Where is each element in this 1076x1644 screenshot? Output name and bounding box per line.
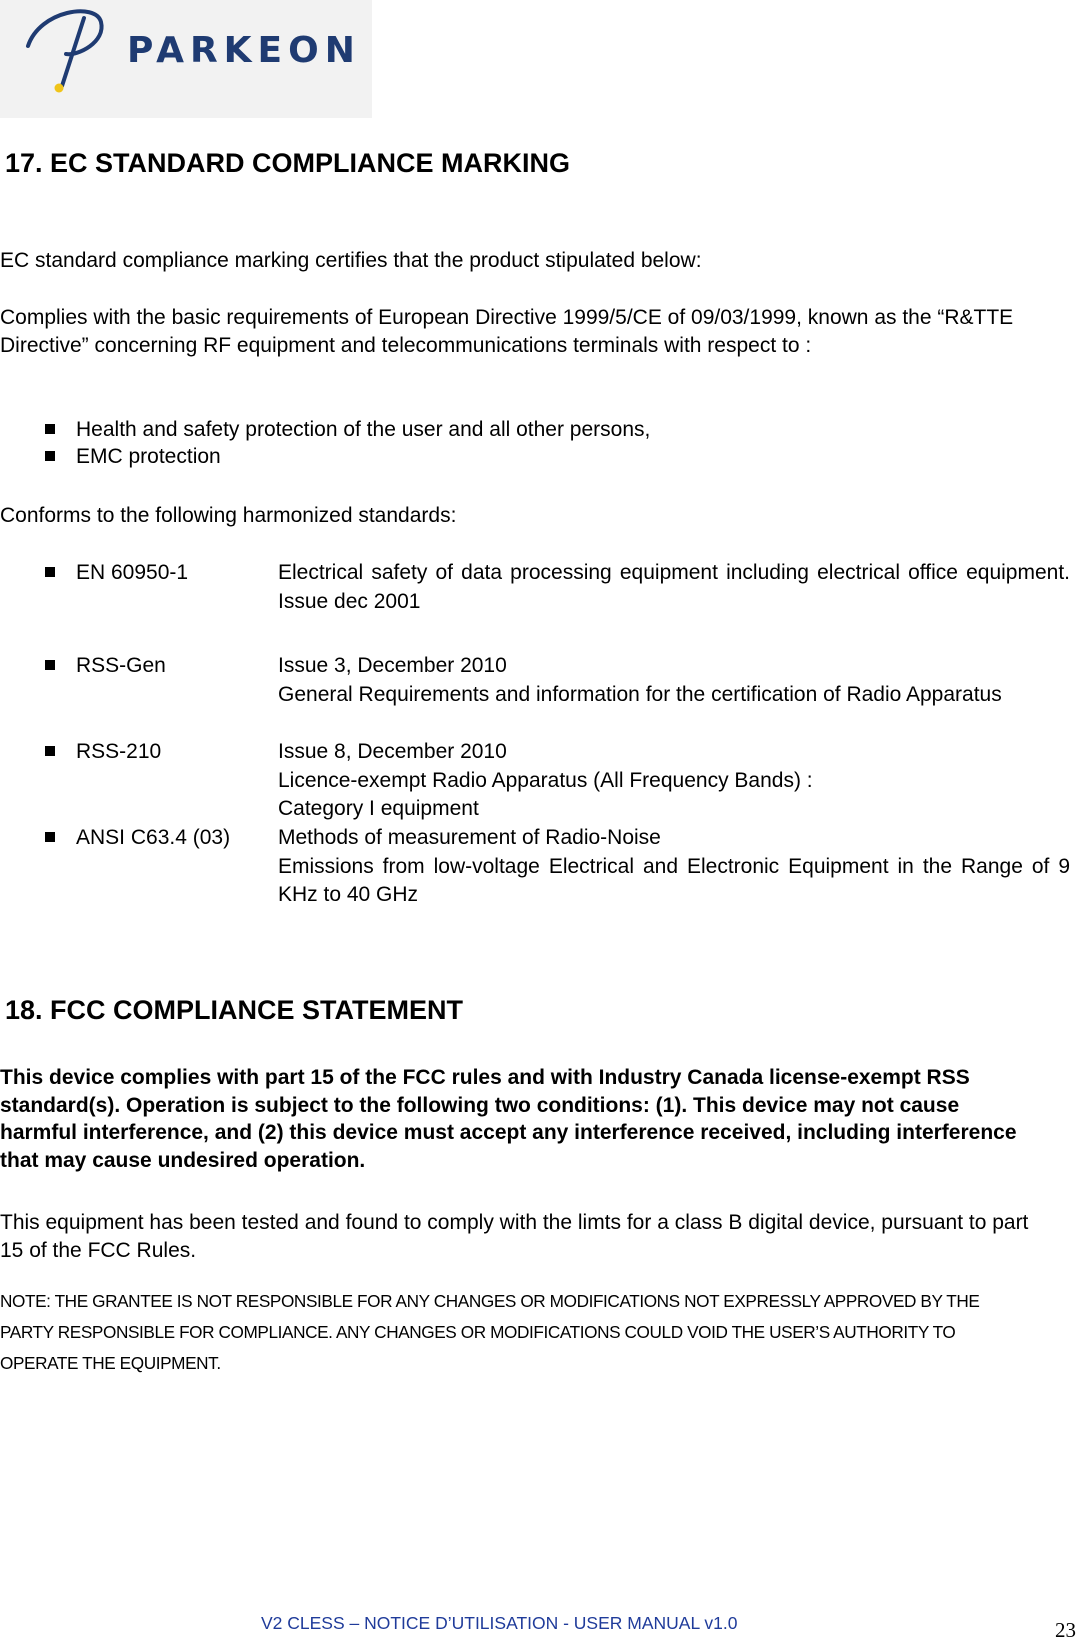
- section17-heading: 17. EC STANDARD COMPLIANCE MARKING: [5, 148, 571, 178]
- page-number: 23: [1055, 1618, 1076, 1642]
- standard-desc-line: Issue 3, December 2010: [278, 654, 507, 677]
- bullet-square-icon: [45, 451, 55, 461]
- standard-desc-ansi: [278, 824, 1070, 910]
- footer-text: V2 CLESS – NOTICE D’UTILISATION - USER MANUAL v1.0: [261, 1613, 738, 1633]
- logo-wordmark: PARKEON: [127, 30, 361, 71]
- standard-desc-line: General Requirements and information for the certification of Radio Apparatus: [278, 682, 1002, 706]
- standard-name-rss-gen: RSS-Gen: [76, 654, 166, 677]
- standard-name-en60950: EN 60950-1: [76, 561, 189, 584]
- conforms-paragraph: Conforms to the following harmonized standards:: [0, 504, 457, 527]
- parkeon-p-icon: [0, 0, 130, 118]
- bullet-square-icon: [45, 660, 55, 670]
- standard-desc-line: Issue 8, December 2010: [278, 740, 507, 763]
- bullet-square-icon: [45, 567, 55, 577]
- bullet-square-icon: [45, 746, 55, 756]
- standard-desc-line: Category I equipment: [278, 797, 479, 820]
- fcc-note: NOTE: THE GRANTEE IS NOT RESPONSIBLE FOR ANY CHANGES OR MODIFICATIONS NOT EXPRESSLY APPROVED BY THE PARTY RESPONSIBLE FOR COMPLIANCE. ANY CHANGES OR MODIFICATIONS COULD VOID THE USER’S AUTHORITY TO OPERATE THE EQUIPMENT.: [0, 1291, 980, 1373]
- bullet-square-icon: [45, 424, 55, 434]
- standard-desc-rss-210: [278, 738, 1070, 824]
- standard-name-ansi: ANSI C63.4 (03): [76, 826, 231, 849]
- intro-paragraph: EC standard compliance marking certifies that the product stipulated below:: [0, 249, 702, 272]
- section18-heading: 18. FCC COMPLIANCE STATEMENT: [5, 995, 464, 1025]
- bullet-health-safety: Health and safety protection of the user and all other persons,: [76, 418, 651, 441]
- fcc-tested-paragraph: This equipment has been tested and found to comply with the limts for a class B digital device, pursuant to part 15 of the FCC Rules.: [0, 1211, 1029, 1262]
- standard-name-rss-210: RSS-210: [76, 740, 162, 763]
- standard-desc-en60950: [278, 559, 1070, 616]
- bullet-emc: EMC protection: [76, 445, 221, 468]
- standard-desc-line: Electrical safety of data processing equipment including electrical office equipment. Issue dec 2001: [278, 561, 1070, 613]
- bullet-square-icon: [45, 832, 55, 842]
- standard-desc-rss-gen: [278, 652, 1070, 709]
- standard-desc-line: Emissions from low-voltage Electrical and Electronic Equipment in the Range of 9 KHz to 40 GHz: [278, 854, 1070, 906]
- parkeon-logo: [0, 0, 372, 118]
- fcc-bold-statement: This device complies with part 15 of the FCC rules and with Industry Canada license-exempt RSS standard(s). Operation is subject to the following two conditions: (1). This device may not cause harmful interference, and (2) this device must accept any interference received, including interference that may cause undesired operation.: [0, 1066, 1017, 1172]
- standard-desc-line: Licence-exempt Radio Apparatus (All Frequency Bands) :: [278, 768, 813, 792]
- standard-desc-line: Methods of measurement of Radio-Noise: [278, 826, 661, 849]
- complies-paragraph: Complies with the basic requirements of European Directive 1999/5/CE of 09/03/1999, known as the “R&TTE Directive” concerning RF equipment and telecommunications terminals with respect to :: [0, 306, 1014, 357]
